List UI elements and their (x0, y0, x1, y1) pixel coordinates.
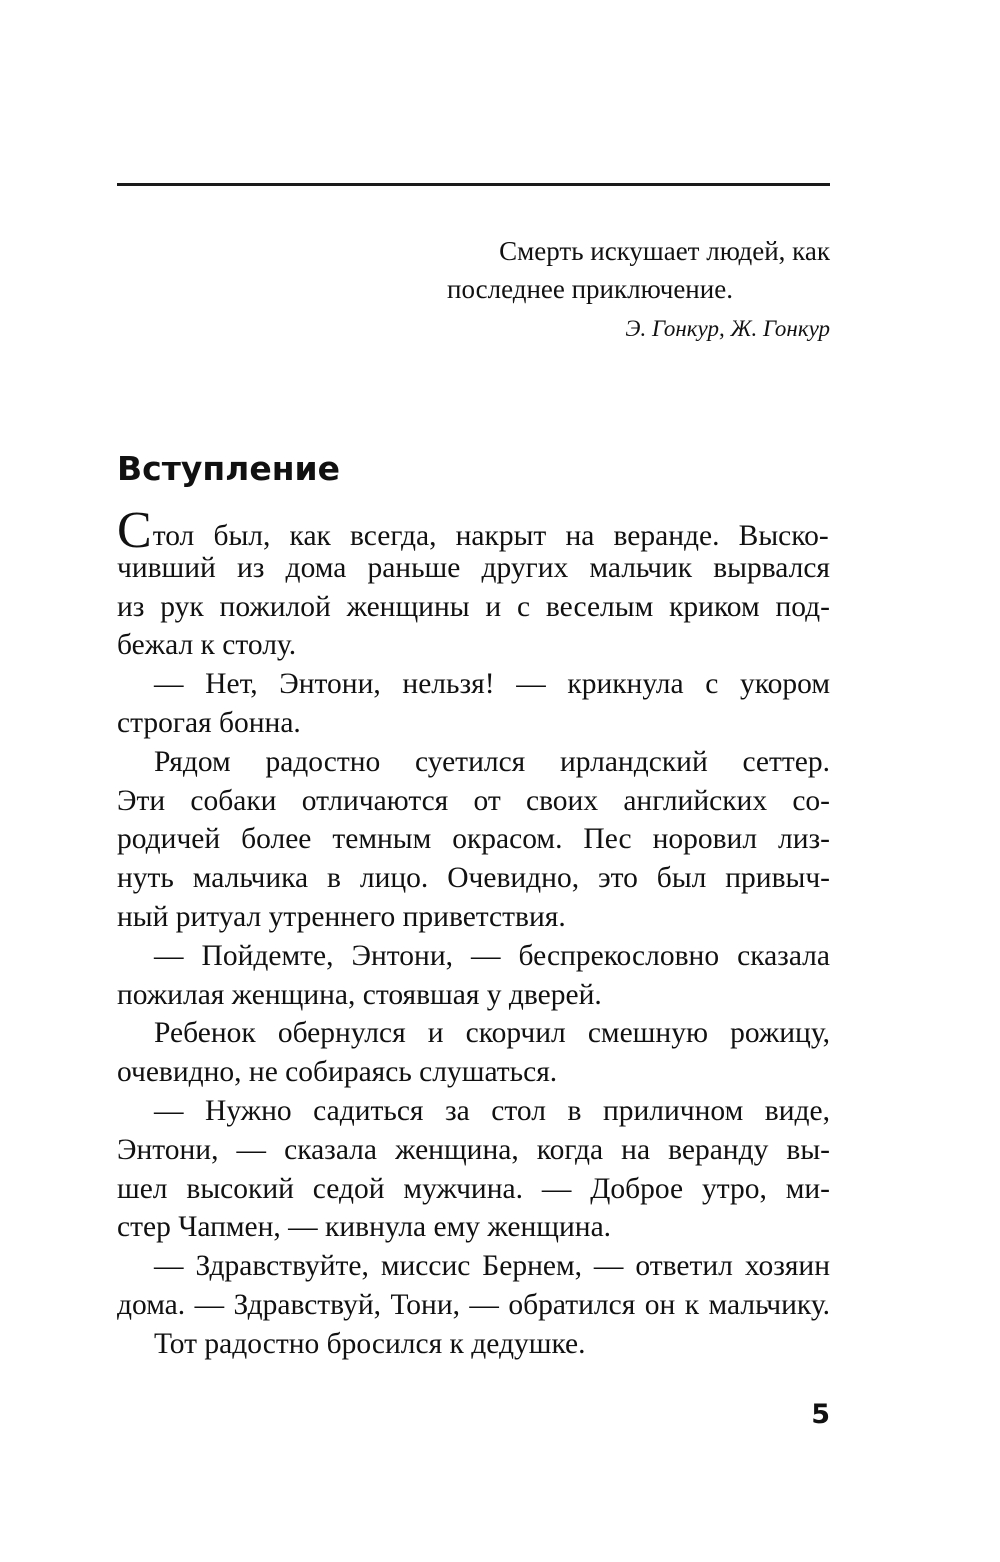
text-line: Рядом радостно суетился ирландский сеттер. (154, 745, 830, 778)
text-line: родичей более темным окрасом. Пес норовил лиз- (117, 823, 830, 856)
epigraph-author: Э. Гонкур, Ж. Гонкур (625, 316, 830, 341)
epigraph (430, 232, 830, 346)
text-line: дома. — Здравствуй, Тони, — обратился он к мальчику. (117, 1288, 830, 1321)
text-line: строгая бонна. (117, 706, 301, 739)
text-line: стер Чапмен, — кивнула ему женщина. (117, 1211, 612, 1244)
first-line-text: тол был, как всегда, накрыт на веранде. Выско- (152, 520, 829, 552)
text-line: из рук пожилой женщины и с веселым криком под- (117, 590, 830, 623)
epigraph-line: Смерть искушает людей, как (499, 236, 830, 266)
chapter-body (117, 502, 830, 1364)
text-line: нуть мальчика в лицо. Очевидно, это был привыч- (117, 862, 830, 895)
text-line: — Нет, Энтони, нельзя! — крикнула с укором (154, 668, 830, 701)
text-line: пожилая женщина, стоявшая у дверей. (117, 978, 602, 1011)
first-line (117, 502, 830, 559)
text-line: — Нужно садиться за стол в приличном виде, (154, 1094, 830, 1127)
text-line: Эти собаки отличаются от своих английских со- (117, 784, 830, 817)
text-line: ный ритуал утреннего приветствия. (117, 900, 566, 933)
page-number: 5 (811, 1399, 830, 1430)
text-line: Энтони, — сказала женщина, когда на веранду вы- (117, 1133, 830, 1166)
text-line: бежал к столу. (117, 629, 297, 662)
text-line: Ребенок обернулся и скорчил смешную рожицу, (154, 1017, 830, 1050)
header-rule (117, 183, 830, 186)
text-line: Тот радостно бросился к дедушке. (154, 1327, 586, 1360)
text-line: — Здравствуйте, миссис Бернем, — ответил хозяин (154, 1250, 830, 1283)
drop-cap: С (117, 502, 152, 559)
chapter-title: Вступление (117, 449, 341, 488)
text-line: — Пойдемте, Энтони, — беспрекословно сказала (154, 939, 830, 972)
text-line: чивший из дома раньше других мальчик вырвался (117, 551, 830, 584)
text-line: очевидно, не собираясь слушаться. (117, 1056, 558, 1089)
epigraph-line: последнее приключение. (447, 274, 733, 304)
text-line: шел высокий седой мужчина. — Доброе утро, ми- (117, 1172, 830, 1205)
